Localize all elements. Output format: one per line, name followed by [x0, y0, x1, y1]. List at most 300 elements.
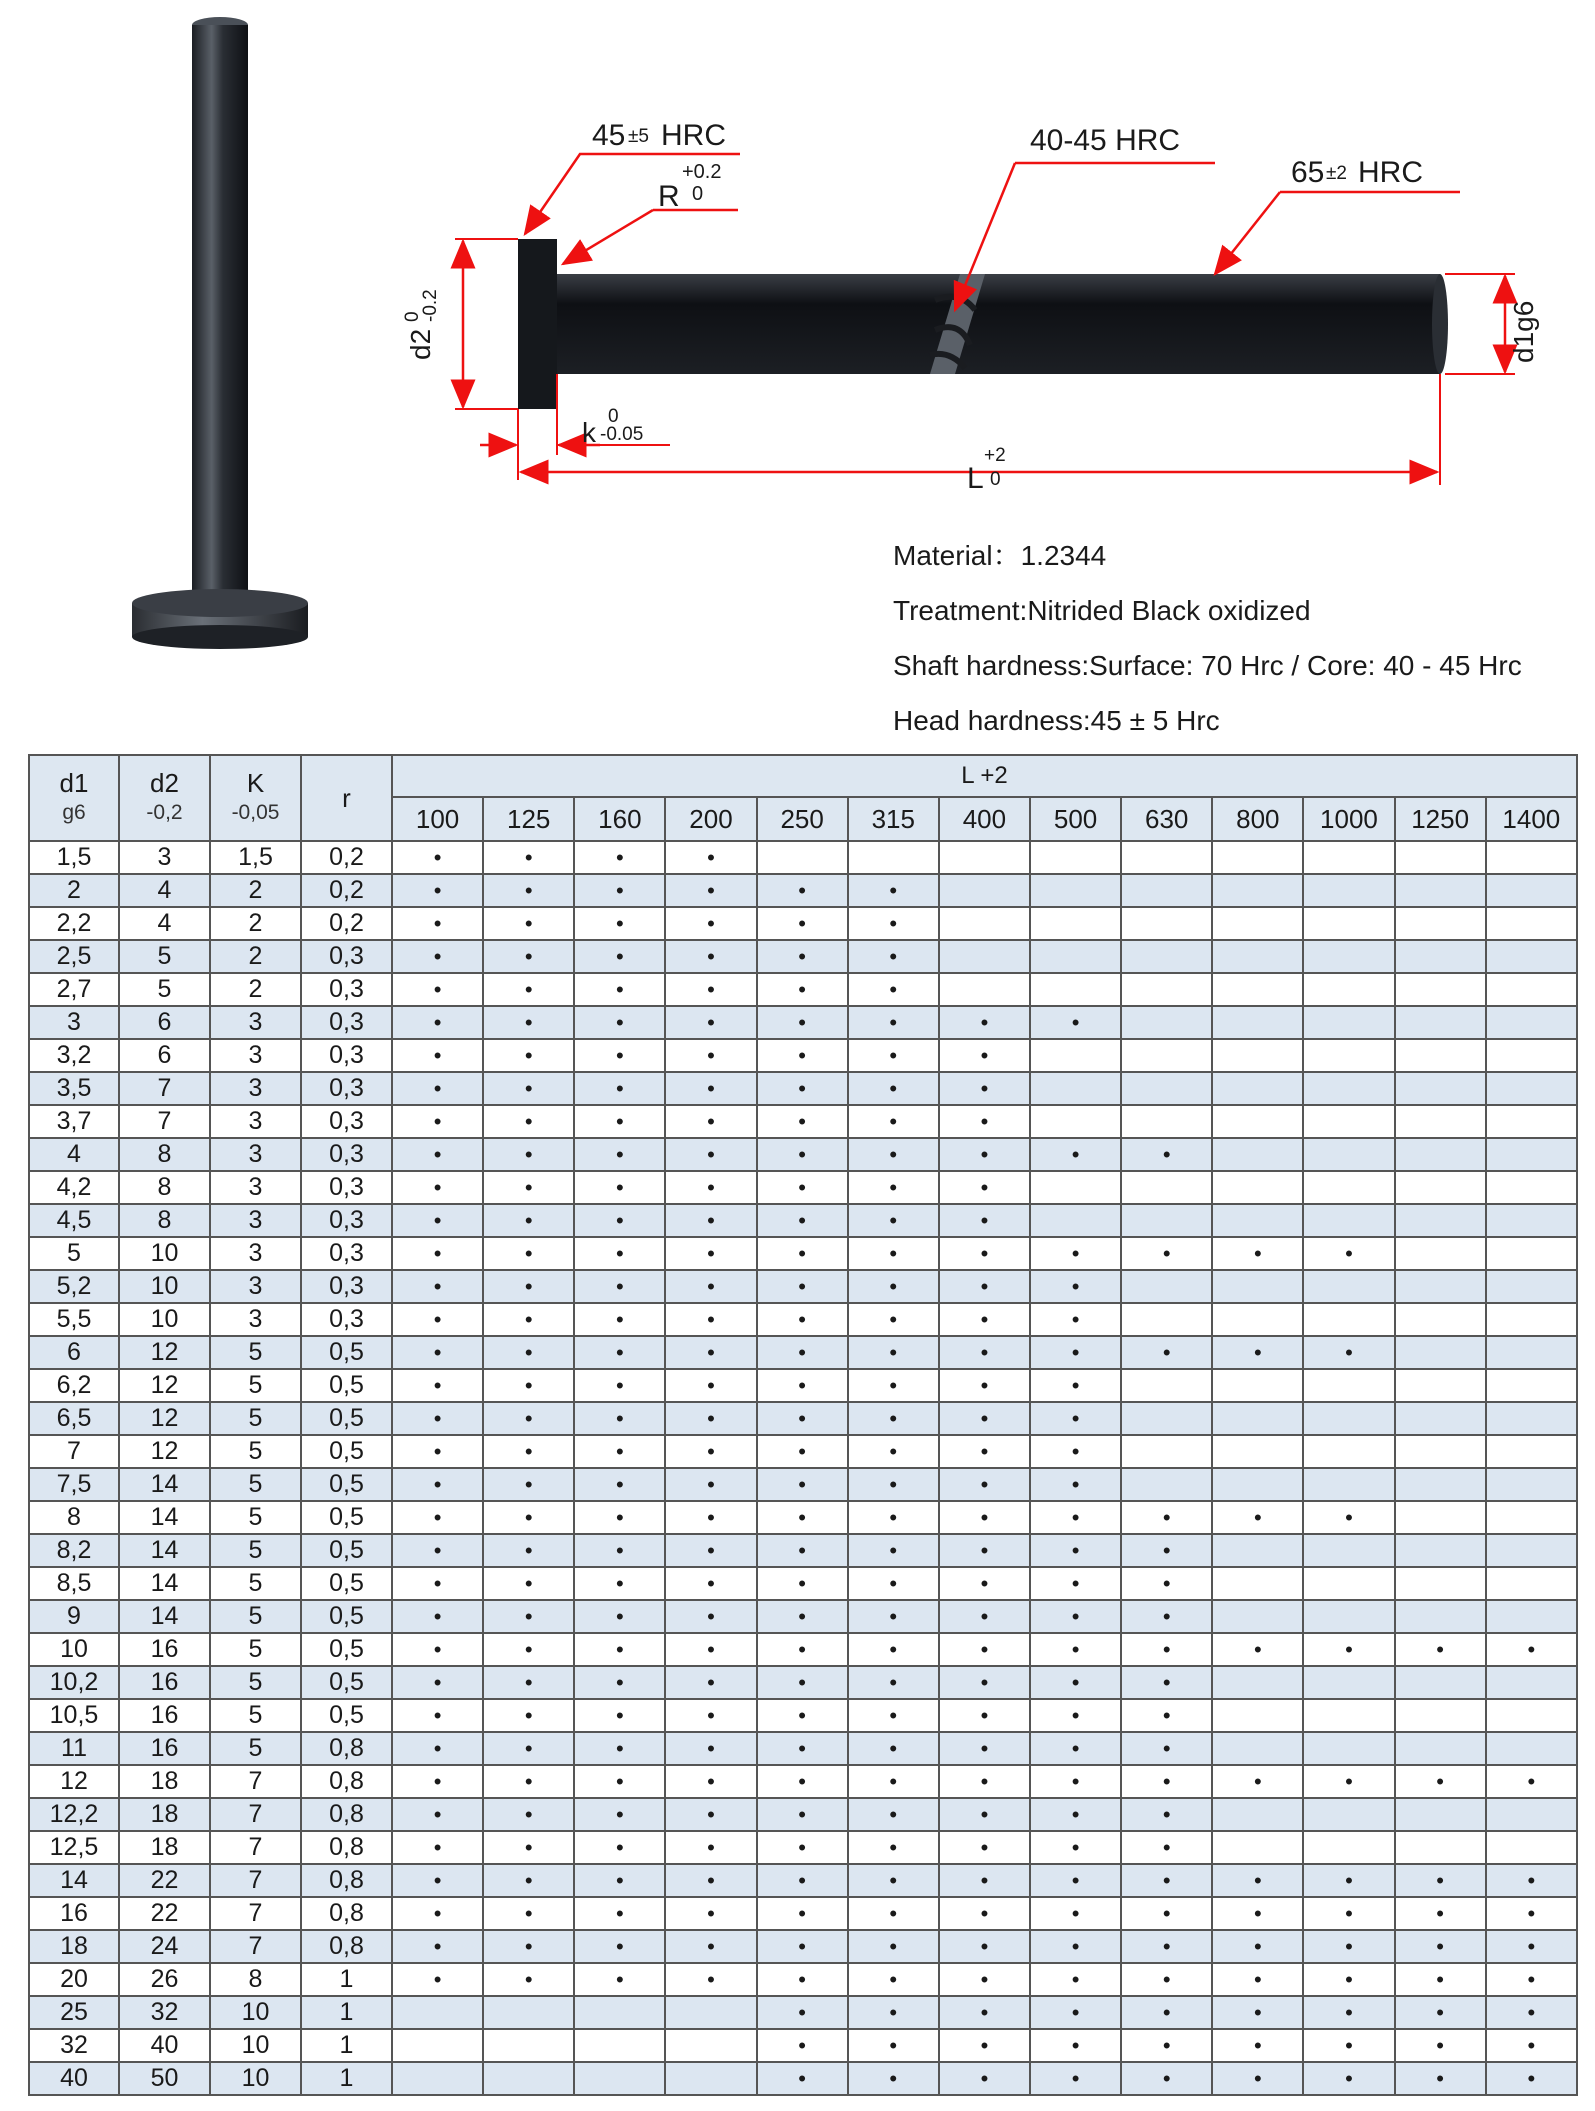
- cell-d1: 6,5: [29, 1402, 119, 1435]
- availability-empty: [1303, 1534, 1394, 1567]
- availability-dot: •: [1121, 1600, 1212, 1633]
- cell-d1: 6,2: [29, 1369, 119, 1402]
- cell-k: 5: [210, 1666, 301, 1699]
- availability-empty: [1121, 874, 1212, 907]
- availability-empty: [1212, 841, 1303, 874]
- availability-dot: •: [1030, 1897, 1121, 1930]
- cell-d1: 3: [29, 1006, 119, 1039]
- availability-empty: [1395, 1138, 1486, 1171]
- availability-empty: [1121, 973, 1212, 1006]
- cell-r: 0,5: [301, 1468, 392, 1501]
- availability-dot: •: [757, 1270, 848, 1303]
- availability-dot: •: [939, 1963, 1030, 1996]
- availability-dot: •: [939, 1666, 1030, 1699]
- availability-dot: •: [1303, 1336, 1394, 1369]
- availability-empty: [1121, 1270, 1212, 1303]
- availability-empty: [1212, 1831, 1303, 1864]
- availability-dot: •: [1030, 1567, 1121, 1600]
- availability-empty: [1030, 1039, 1121, 1072]
- availability-empty: [1486, 841, 1577, 874]
- cell-d1: 7,5: [29, 1468, 119, 1501]
- availability-dot: •: [1121, 1534, 1212, 1567]
- availability-empty: [1121, 1006, 1212, 1039]
- table-row: [29, 874, 1577, 907]
- cell-r: 0,3: [301, 1105, 392, 1138]
- l-symbol: L: [967, 462, 984, 495]
- availability-dot: •: [939, 1204, 1030, 1237]
- cell-d2: 16: [119, 1633, 210, 1666]
- availability-empty: [939, 907, 1030, 940]
- availability-dot: •: [1303, 1864, 1394, 1897]
- cell-r: 1: [301, 1963, 392, 1996]
- cell-d1: 2,7: [29, 973, 119, 1006]
- shaft-hardness-unit: HRC: [1358, 156, 1423, 189]
- availability-dot: •: [483, 1270, 574, 1303]
- cell-k: 3: [210, 1270, 301, 1303]
- availability-empty: [1030, 973, 1121, 1006]
- availability-empty: [1212, 1072, 1303, 1105]
- cell-r: 0,8: [301, 1765, 392, 1798]
- availability-dot: •: [1212, 1336, 1303, 1369]
- availability-dot: •: [757, 1765, 848, 1798]
- availability-dot: •: [665, 1138, 756, 1171]
- header-length-315: 315: [848, 797, 939, 841]
- cell-d2: 14: [119, 1534, 210, 1567]
- availability-dot: •: [848, 1072, 939, 1105]
- availability-dot: •: [574, 1204, 665, 1237]
- availability-dot: •: [483, 1963, 574, 1996]
- availability-dot: •: [1303, 1963, 1394, 1996]
- availability-dot: •: [392, 1501, 483, 1534]
- availability-dot: •: [757, 1336, 848, 1369]
- cell-d2: 5: [119, 973, 210, 1006]
- availability-dot: •: [848, 1534, 939, 1567]
- availability-dot: •: [1030, 1633, 1121, 1666]
- availability-dot: •: [848, 1765, 939, 1798]
- header-length-630: 630: [1121, 797, 1212, 841]
- availability-empty: [1303, 1600, 1394, 1633]
- cell-k: 10: [210, 1996, 301, 2029]
- availability-empty: [1303, 1831, 1394, 1864]
- availability-dot: •: [757, 1501, 848, 1534]
- table-row: [29, 2062, 1577, 2095]
- availability-dot: •: [665, 1963, 756, 1996]
- availability-empty: [1303, 1303, 1394, 1336]
- cell-r: 0,3: [301, 1006, 392, 1039]
- availability-dot: •: [574, 1633, 665, 1666]
- availability-dot: •: [1121, 1765, 1212, 1798]
- cell-d1: 4: [29, 1138, 119, 1171]
- availability-dot: •: [1030, 1864, 1121, 1897]
- availability-dot: •: [848, 1732, 939, 1765]
- cell-r: 0,3: [301, 1039, 392, 1072]
- availability-dot: •: [574, 1468, 665, 1501]
- availability-dot: •: [392, 1105, 483, 1138]
- cell-r: 0,5: [301, 1666, 392, 1699]
- availability-dot: •: [848, 1666, 939, 1699]
- availability-dot: •: [1030, 1237, 1121, 1270]
- availability-dot: •: [483, 1105, 574, 1138]
- availability-empty: [1303, 1105, 1394, 1138]
- availability-dot: •: [1486, 1633, 1577, 1666]
- availability-dot: •: [757, 2029, 848, 2062]
- availability-empty: [1395, 1303, 1486, 1336]
- availability-empty: [1486, 940, 1577, 973]
- availability-empty: [1212, 1732, 1303, 1765]
- availability-empty: [1303, 940, 1394, 973]
- table-row: [29, 1435, 1577, 1468]
- availability-dot: •: [483, 841, 574, 874]
- availability-dot: •: [392, 874, 483, 907]
- availability-dot: •: [574, 1105, 665, 1138]
- cell-k: 7: [210, 1765, 301, 1798]
- availability-dot: •: [1030, 1435, 1121, 1468]
- availability-dot: •: [757, 1600, 848, 1633]
- availability-empty: [1395, 973, 1486, 1006]
- availability-dot: •: [483, 907, 574, 940]
- availability-dot: •: [939, 1468, 1030, 1501]
- table-row: [29, 1765, 1577, 1798]
- radius-lower: 0: [692, 183, 704, 205]
- availability-dot: •: [1121, 1567, 1212, 1600]
- availability-dot: •: [1121, 1732, 1212, 1765]
- availability-dot: •: [392, 1204, 483, 1237]
- availability-dot: •: [574, 1501, 665, 1534]
- availability-dot: •: [939, 1072, 1030, 1105]
- availability-dot: •: [665, 1930, 756, 1963]
- availability-dot: •: [665, 1336, 756, 1369]
- cell-k: 7: [210, 1930, 301, 1963]
- availability-dot: •: [1030, 1270, 1121, 1303]
- availability-empty: [392, 2062, 483, 2095]
- availability-dot: •: [1121, 1864, 1212, 1897]
- cell-d2: 12: [119, 1435, 210, 1468]
- availability-empty: [1303, 1006, 1394, 1039]
- availability-dot: •: [1303, 1930, 1394, 1963]
- cell-d2: 24: [119, 1930, 210, 1963]
- availability-dot: •: [939, 1039, 1030, 1072]
- availability-dot: •: [1486, 1996, 1577, 2029]
- availability-dot: •: [665, 940, 756, 973]
- cell-r: 0,8: [301, 1732, 392, 1765]
- cell-d2: 14: [119, 1600, 210, 1633]
- pin-dimension-drawing: [370, 110, 1540, 530]
- cell-r: 0,3: [301, 940, 392, 973]
- availability-dot: •: [757, 1897, 848, 1930]
- table-row: [29, 907, 1577, 940]
- radius-upper: +0.2: [682, 161, 722, 183]
- availability-dot: •: [939, 1435, 1030, 1468]
- availability-dot: •: [392, 1138, 483, 1171]
- cell-k: 5: [210, 1402, 301, 1435]
- availability-empty: [1212, 1204, 1303, 1237]
- cell-r: 0,3: [301, 1171, 392, 1204]
- availability-dot: •: [392, 1963, 483, 1996]
- availability-dot: •: [483, 1501, 574, 1534]
- availability-dot: •: [392, 907, 483, 940]
- availability-dot: •: [483, 1204, 574, 1237]
- availability-empty: [1303, 1798, 1394, 1831]
- radius-symbol: R: [658, 180, 680, 213]
- availability-dot: •: [574, 1864, 665, 1897]
- availability-empty: [1486, 1567, 1577, 1600]
- availability-dot: •: [1121, 1699, 1212, 1732]
- cell-d1: 16: [29, 1897, 119, 1930]
- availability-dot: •: [483, 1831, 574, 1864]
- cell-k: 5: [210, 1501, 301, 1534]
- cell-d2: 16: [119, 1732, 210, 1765]
- cell-k: 7: [210, 1831, 301, 1864]
- availability-dot: •: [1303, 1237, 1394, 1270]
- table-row: [29, 1270, 1577, 1303]
- availability-dot: •: [848, 1600, 939, 1633]
- availability-dot: •: [939, 1336, 1030, 1369]
- cell-r: 0,3: [301, 1138, 392, 1171]
- availability-empty: [1121, 841, 1212, 874]
- availability-dot: •: [848, 940, 939, 973]
- availability-dot: •: [939, 1930, 1030, 1963]
- availability-dot: •: [757, 1963, 848, 1996]
- availability-dot: •: [1395, 1897, 1486, 1930]
- availability-dot: •: [574, 874, 665, 907]
- availability-dot: •: [1121, 1897, 1212, 1930]
- availability-empty: [1395, 1534, 1486, 1567]
- availability-dot: •: [1395, 1765, 1486, 1798]
- availability-empty: [1395, 1666, 1486, 1699]
- availability-dot: •: [483, 1798, 574, 1831]
- availability-dot: •: [392, 1930, 483, 1963]
- availability-empty: [1486, 1204, 1577, 1237]
- availability-dot: •: [392, 1402, 483, 1435]
- availability-empty: [1121, 1402, 1212, 1435]
- table-row: [29, 973, 1577, 1006]
- availability-dot: •: [757, 1369, 848, 1402]
- k-lower: -0.05: [600, 424, 644, 445]
- availability-dot: •: [1030, 1798, 1121, 1831]
- cell-k: 3: [210, 1138, 301, 1171]
- header-length-800: 800: [1212, 797, 1303, 841]
- availability-dot: •: [939, 1237, 1030, 1270]
- d2-upper: 0: [402, 311, 423, 322]
- availability-dot: •: [574, 841, 665, 874]
- availability-empty: [665, 2029, 756, 2062]
- availability-dot: •: [848, 1237, 939, 1270]
- availability-dot: •: [574, 1237, 665, 1270]
- availability-dot: •: [483, 1534, 574, 1567]
- cell-d1: 1,5: [29, 841, 119, 874]
- availability-empty: [1395, 1600, 1486, 1633]
- cell-d2: 18: [119, 1798, 210, 1831]
- availability-dot: •: [392, 1864, 483, 1897]
- availability-dot: •: [1212, 2062, 1303, 2095]
- cell-k: 2: [210, 940, 301, 973]
- availability-empty: [1486, 1402, 1577, 1435]
- availability-empty: [1303, 1204, 1394, 1237]
- availability-empty: [1395, 1567, 1486, 1600]
- availability-dot: •: [1030, 1963, 1121, 1996]
- availability-empty: [1486, 1435, 1577, 1468]
- cell-r: 0,5: [301, 1435, 392, 1468]
- availability-dot: •: [1303, 1897, 1394, 1930]
- availability-dot: •: [483, 1600, 574, 1633]
- availability-dot: •: [757, 1534, 848, 1567]
- availability-dot: •: [1303, 1633, 1394, 1666]
- availability-empty: [1303, 973, 1394, 1006]
- availability-dot: •: [1030, 1303, 1121, 1336]
- availability-dot: •: [939, 1303, 1030, 1336]
- table-row: [29, 1204, 1577, 1237]
- availability-empty: [1486, 1732, 1577, 1765]
- availability-dot: •: [574, 1831, 665, 1864]
- availability-dot: •: [1030, 1666, 1121, 1699]
- cell-d1: 5: [29, 1237, 119, 1270]
- availability-empty: [1212, 1666, 1303, 1699]
- availability-empty: [1395, 1699, 1486, 1732]
- availability-dot: •: [574, 907, 665, 940]
- availability-dot: •: [392, 1237, 483, 1270]
- header-length-1400: 1400: [1486, 797, 1577, 841]
- availability-dot: •: [939, 1633, 1030, 1666]
- table-row: [29, 1006, 1577, 1039]
- availability-dot: •: [665, 1798, 756, 1831]
- availability-empty: [1303, 1699, 1394, 1732]
- cell-r: 0,3: [301, 1072, 392, 1105]
- availability-dot: •: [939, 1600, 1030, 1633]
- availability-empty: [1395, 1501, 1486, 1534]
- availability-dot: •: [1212, 2029, 1303, 2062]
- cell-k: 5: [210, 1633, 301, 1666]
- cell-r: 0,8: [301, 1897, 392, 1930]
- table-row: [29, 1831, 1577, 1864]
- availability-dot: •: [939, 1864, 1030, 1897]
- availability-dot: •: [1395, 1996, 1486, 2029]
- availability-empty: [1030, 940, 1121, 973]
- cell-k: 3: [210, 1171, 301, 1204]
- availability-dot: •: [1030, 1534, 1121, 1567]
- availability-dot: •: [848, 973, 939, 1006]
- availability-dot: •: [1030, 1468, 1121, 1501]
- availability-dot: •: [574, 1765, 665, 1798]
- availability-dot: •: [1030, 1699, 1121, 1732]
- cell-d2: 18: [119, 1765, 210, 1798]
- cell-k: 5: [210, 1732, 301, 1765]
- availability-dot: •: [1212, 1633, 1303, 1666]
- availability-empty: [1212, 874, 1303, 907]
- ejector-pin-photo: [120, 15, 320, 655]
- availability-dot: •: [848, 1930, 939, 1963]
- table-row: [29, 1732, 1577, 1765]
- cell-d1: 5,2: [29, 1270, 119, 1303]
- availability-dot: •: [483, 1369, 574, 1402]
- cell-d2: 10: [119, 1237, 210, 1270]
- availability-empty: [574, 1996, 665, 2029]
- availability-dot: •: [392, 1666, 483, 1699]
- availability-dot: •: [392, 1633, 483, 1666]
- availability-dot: •: [757, 1402, 848, 1435]
- availability-dot: •: [665, 841, 756, 874]
- core-hardness-label: 40-45 HRC: [1030, 124, 1181, 157]
- cell-k: 2: [210, 874, 301, 907]
- availability-dot: •: [1303, 1765, 1394, 1798]
- cell-k: 5: [210, 1534, 301, 1567]
- availability-empty: [1395, 874, 1486, 907]
- availability-empty: [848, 841, 939, 874]
- availability-empty: [1486, 1501, 1577, 1534]
- head-hardness-line: Head hardness:45 ± 5 Hrc: [893, 705, 1220, 736]
- availability-dot: •: [665, 1435, 756, 1468]
- availability-empty: [1486, 1039, 1577, 1072]
- availability-dot: •: [574, 1534, 665, 1567]
- availability-empty: [1486, 874, 1577, 907]
- availability-dot: •: [1030, 1996, 1121, 2029]
- availability-dot: •: [574, 1402, 665, 1435]
- availability-empty: [1212, 1699, 1303, 1732]
- availability-empty: [1212, 1105, 1303, 1138]
- cell-k: 1,5: [210, 841, 301, 874]
- availability-dot: •: [665, 1666, 756, 1699]
- availability-dot: •: [848, 1963, 939, 1996]
- cell-d1: 12,2: [29, 1798, 119, 1831]
- cell-d2: 40: [119, 2029, 210, 2062]
- availability-empty: [1486, 907, 1577, 940]
- availability-empty: [1212, 907, 1303, 940]
- availability-dot: •: [483, 1072, 574, 1105]
- availability-dot: •: [848, 1633, 939, 1666]
- cell-d2: 16: [119, 1699, 210, 1732]
- availability-dot: •: [939, 1402, 1030, 1435]
- availability-empty: [1303, 1666, 1394, 1699]
- availability-dot: •: [665, 973, 756, 1006]
- table-row: [29, 1171, 1577, 1204]
- table-row: [29, 1468, 1577, 1501]
- availability-dot: •: [483, 1402, 574, 1435]
- availability-empty: [1395, 1072, 1486, 1105]
- availability-dot: •: [1303, 1501, 1394, 1534]
- availability-dot: •: [848, 1699, 939, 1732]
- availability-dot: •: [483, 1336, 574, 1369]
- availability-dot: •: [392, 1072, 483, 1105]
- cell-d2: 8: [119, 1171, 210, 1204]
- availability-dot: •: [1486, 1864, 1577, 1897]
- availability-dot: •: [574, 1699, 665, 1732]
- availability-dot: •: [483, 1303, 574, 1336]
- header-length-160: 160: [574, 797, 665, 841]
- availability-dot: •: [939, 1732, 1030, 1765]
- availability-dot: •: [848, 907, 939, 940]
- availability-empty: [1486, 1105, 1577, 1138]
- availability-dot: •: [1303, 2029, 1394, 2062]
- availability-empty: [1121, 1435, 1212, 1468]
- availability-empty: [1212, 1435, 1303, 1468]
- cell-d1: 14: [29, 1864, 119, 1897]
- availability-dot: •: [392, 973, 483, 1006]
- availability-dot: •: [483, 973, 574, 1006]
- availability-empty: [1121, 1204, 1212, 1237]
- availability-empty: [1395, 1237, 1486, 1270]
- availability-dot: •: [574, 1039, 665, 1072]
- availability-dot: •: [1486, 2029, 1577, 2062]
- availability-empty: [939, 973, 1030, 1006]
- availability-empty: [1212, 1006, 1303, 1039]
- availability-empty: [1303, 874, 1394, 907]
- cell-k: 2: [210, 973, 301, 1006]
- availability-dot: •: [848, 1303, 939, 1336]
- cell-r: 0,8: [301, 1930, 392, 1963]
- availability-empty: [392, 1996, 483, 2029]
- availability-empty: [1395, 1336, 1486, 1369]
- availability-dot: •: [665, 1534, 756, 1567]
- k-symbol: k: [582, 417, 596, 448]
